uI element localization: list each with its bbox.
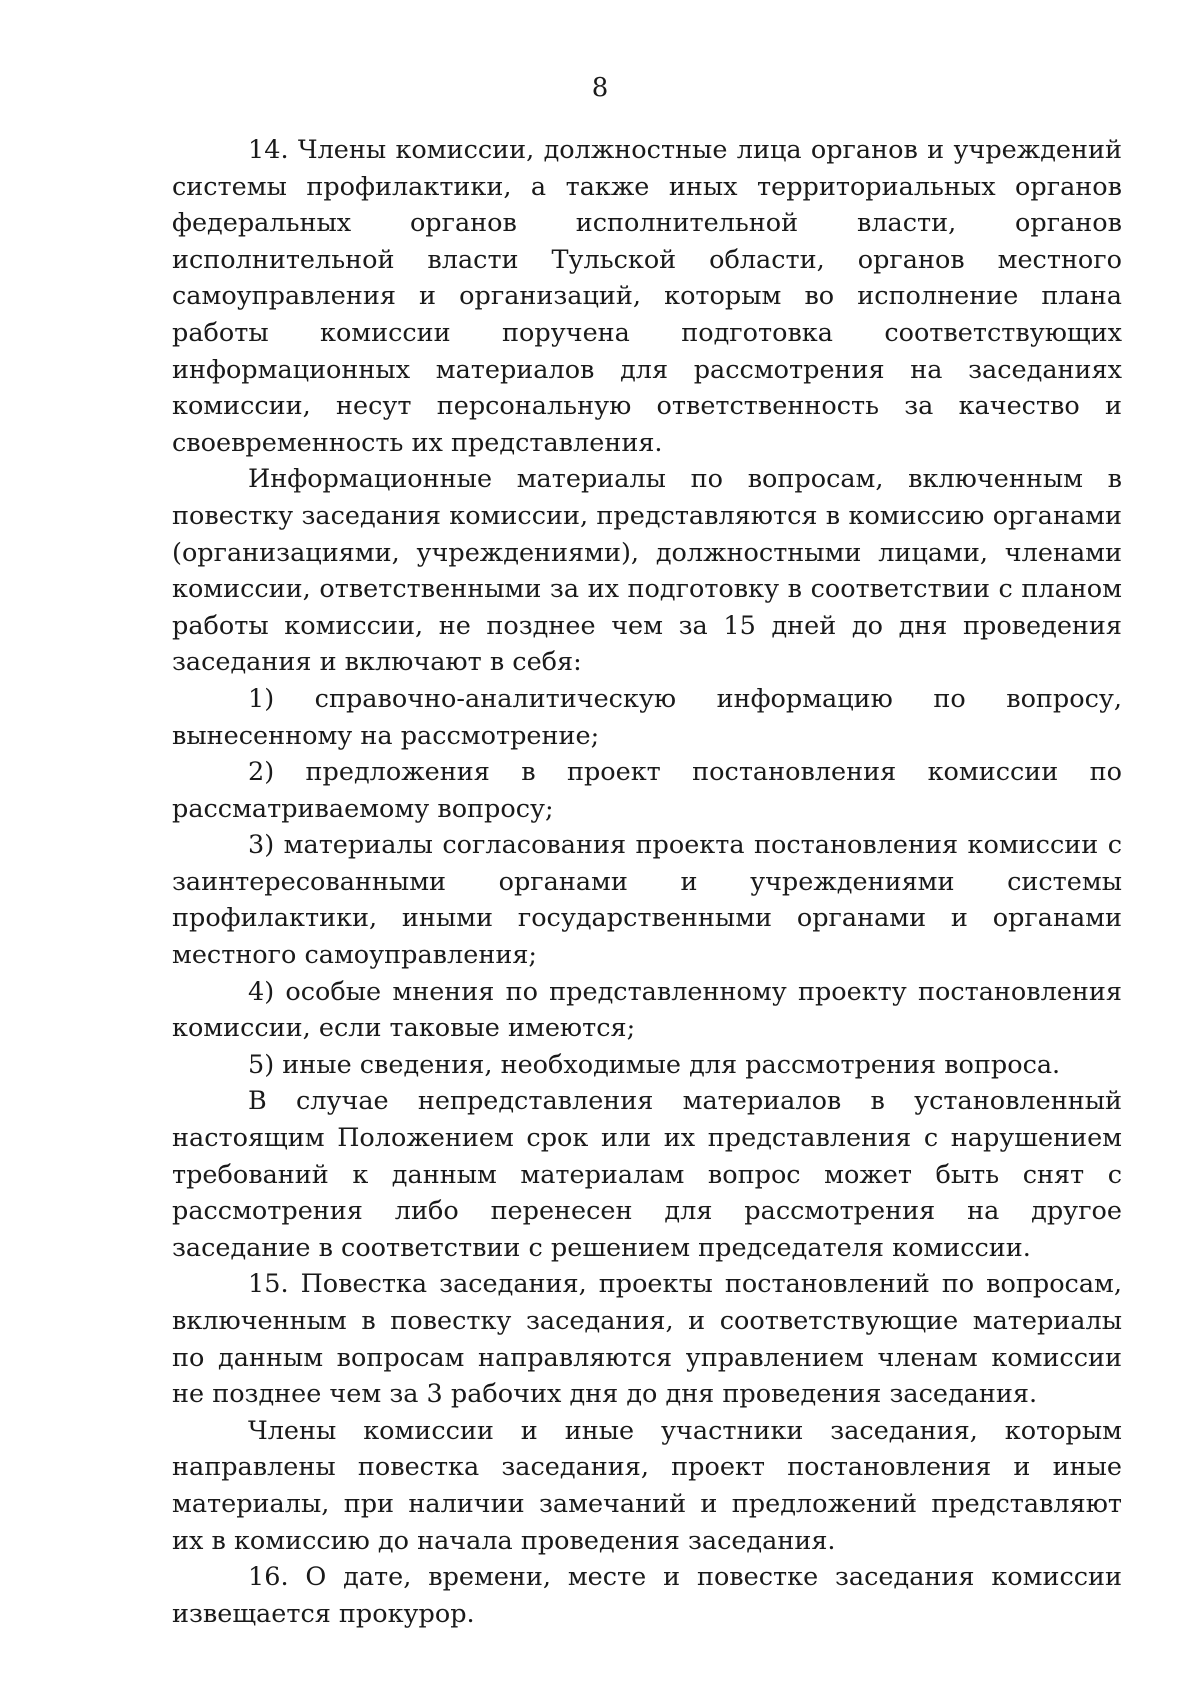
paragraph-14-responsibility: 14. Члены комиссии, должностные лица органов и учреждений системы профилактики, а также иных территориальных органов федеральных органов исполнительной власти, органов исполнительной власти Тульской области, органов местного самоуправления и организаций, которым во исполнение плана работы комиссии поручена подготовка соответствующих информационных материалов для рассмотрения на заседаниях комиссии, несут персональную ответственность за качество и своевременность их представления.: [172, 135, 1122, 458]
paragraph-non-submission: В случае непредставления материалов в установленный настоящим Положением срок или их представления с нарушением требований к данным материалам вопрос может быть снят с рассмотрения либо перенесен для рассмотрения на другое заседание в соответствии с решением председателя комиссии.: [172, 1086, 1122, 1263]
page-number: 8: [591, 73, 609, 103]
list-item-4: 4) особые мнения по представленному проекту постановления комиссии, если таковые имеются;: [172, 976, 1122, 1044]
list-item-5: 5) иные сведения, необходимые для рассмотрения вопроса.: [248, 1049, 1061, 1080]
paragraph-remarks: Члены комиссии и иные участники заседания, которым направлены повестка заседания, проект постановления и иные материалы, при наличии замечаний и предложений представляют их в комиссию до начала проведения заседания.: [172, 1415, 1122, 1556]
paragraph-16-prosecutor: 16. О дате, времени, месте и повестке заседания комиссии извещается прокурор.: [172, 1562, 1122, 1629]
paragraph-information-materials: Информационные материалы по вопросам, включенным в повестку заседания комиссии, представляются в комиссию органами (организациями, учреждениями), должностными лицами, членами комиссии, ответственными за их подготовку в соответствии с планом работы комиссии, не позднее чем за 15 дней до дня проведения заседания и включают в себя:: [172, 464, 1122, 678]
list-item-1: 1) справочно-аналитическую информацию по вопросу, вынесенному на рассмотрение;: [172, 683, 1122, 751]
list-item-3: 3) материалы согласования проекта постановления комиссии с заинтересованными органами и учреждениями системы профилактики, иными государственными органами и органами местного самоуправления;: [172, 830, 1122, 971]
list-item-2: 2) предложения в проект постановления комиссии по рассматриваемому вопросу;: [172, 757, 1122, 824]
document-body: [172, 132, 1122, 1632]
paragraph-15-agenda: 15. Повестка заседания, проекты постановлений по вопросам, включенным в повестку заседания, и соответствующие материалы по данным вопросам направляются управлением членам комиссии не позднее чем за 3 рабочих дня до дня проведения заседания.: [172, 1269, 1122, 1410]
